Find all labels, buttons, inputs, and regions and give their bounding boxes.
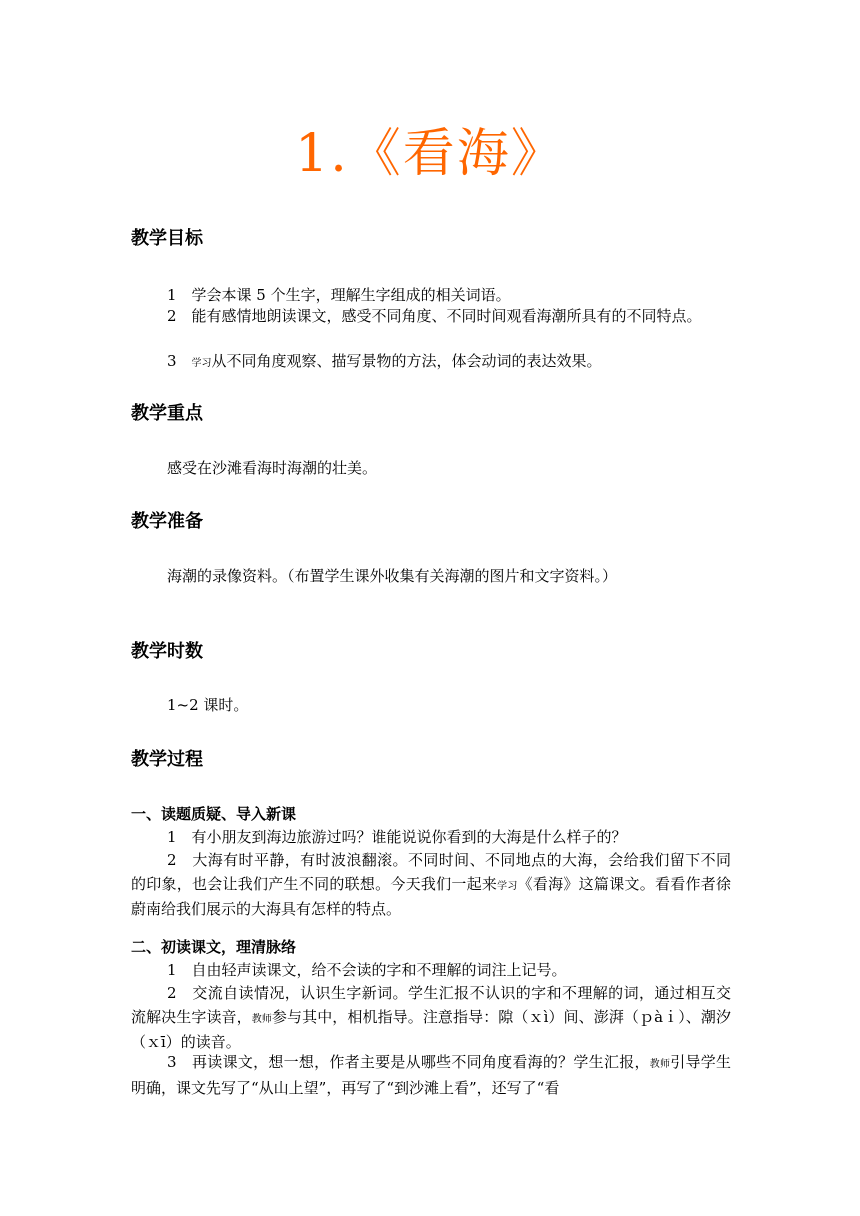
- heading-prep: 教学准备: [131, 511, 203, 532]
- document-title: 1.《看海》: [295, 124, 565, 184]
- goal-3: 3 学习从不同角度观察、描写景物的方法，体会动词的表达效果。: [167, 352, 602, 370]
- heading-keypoint: 教学重点: [131, 403, 203, 424]
- heading-hours: 教学时数: [131, 641, 203, 662]
- prep-text: 海潮的录像资料。（布置学生课外收集有关海潮的图片和文字资料。）: [167, 567, 618, 585]
- keypoint-text: 感受在沙滩看海时海潮的壮美。: [167, 459, 378, 477]
- hours-text: 1~2 课时。: [167, 696, 249, 714]
- part2-para-1: 1 自由轻声读课文，给不会读的字和不理解的词注上记号。: [167, 961, 567, 979]
- part1-para-2: 2 大海有时平静，有时波浪翻滚。不同时间、不同地点的大海，会给我们留下不同的印象，也会让我们产生不同的联想。今天我们一起来学习《看海》这篇课文。看看作者徐蔚南给我们展示的大海具有怎样的特点。: [131, 851, 731, 918]
- goal-2: 2 能有感情地朗读课文，感受不同角度、不同时间观看海潮所具有的不同特点。: [167, 307, 702, 325]
- heading-process: 教学过程: [131, 749, 203, 770]
- part2-para-2: 2 交流自读情况，认识生字新词。学生汇报不认识的字和不理解的词，通过相互交流解决生字读音，教师参与其中，相机指导。注意指导：隙（ｘì）间、澎湃（ｐàｉ）、潮汐（ｘī）的读音。: [131, 984, 731, 1051]
- part1-heading: 一、读题质疑、导入新课: [131, 805, 297, 823]
- part2-heading: 二、初读课文，理清脉络: [131, 938, 297, 956]
- part2-para-3: 3 再读课文，想一想，作者主要是从哪些不同角度看海的？学生汇报，教师引导学生明确，课文先写了“从山上望”，再写了“到沙滩上看”，还写了“看: [131, 1053, 732, 1097]
- heading-goals: 教学目标: [131, 228, 203, 249]
- goal-1: 1 学会本课 5 个生字，理解生字组成的相关词语。: [167, 286, 511, 304]
- part1-para-1: 1 有小朋友到海边旅游过吗？谁能说说你看到的大海是什么样子的？: [167, 828, 627, 846]
